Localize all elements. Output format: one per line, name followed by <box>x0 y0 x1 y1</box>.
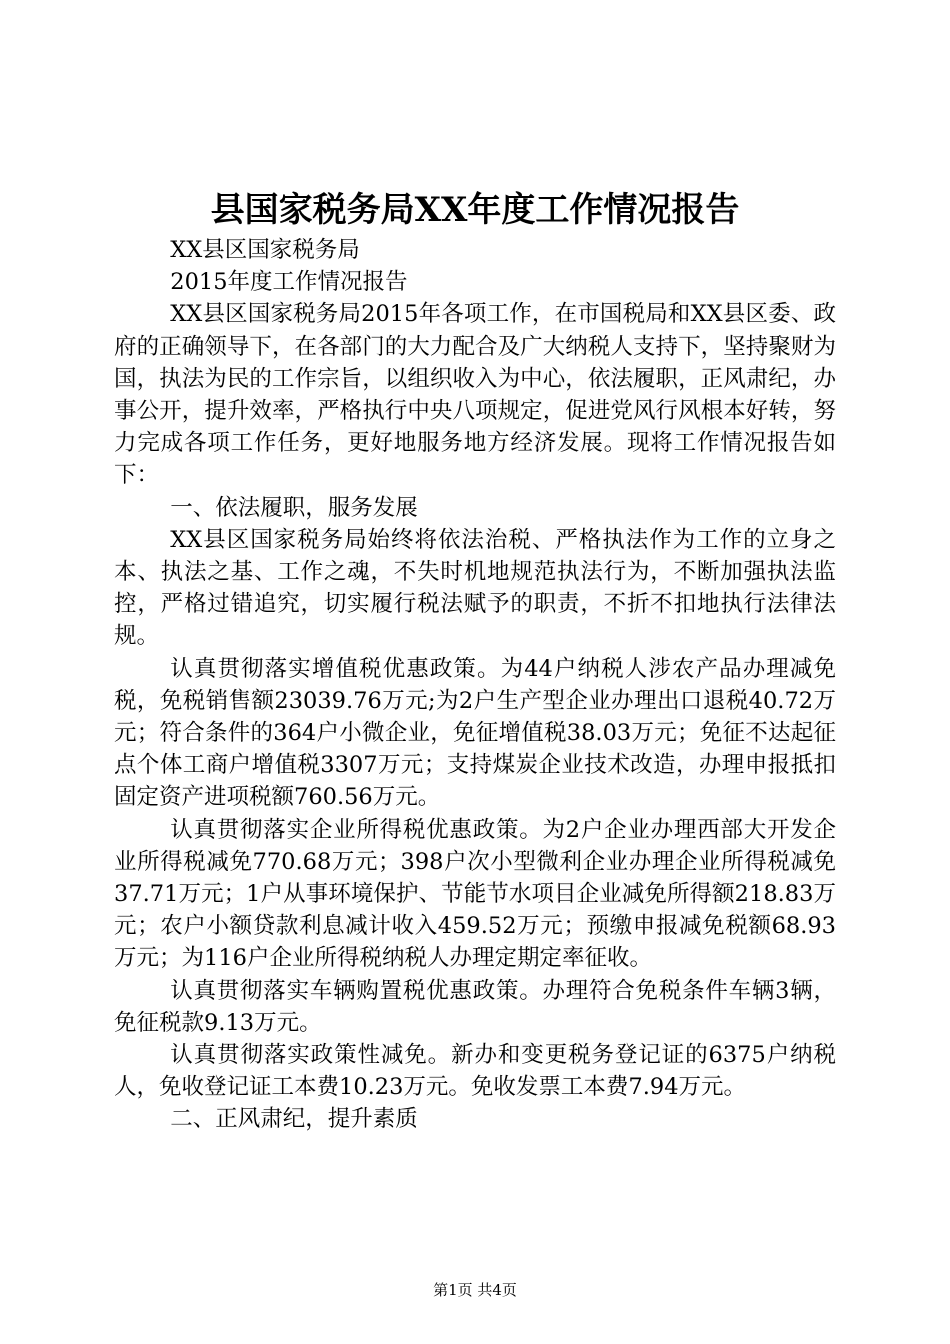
page-footer: 第1页 共4页 <box>433 1281 517 1299</box>
paragraph: XX县区国家税务局始终将依法治税、严格执法作为工作的立身之本、执法之基、工作之魂，不失时机地规范执法行为，不断加强执法监控，严格过错追究，切实履行税法赋予的职责，不折不扣地执行法律法规。 <box>114 526 836 650</box>
paragraph: 2015年度工作情况报告 <box>170 269 408 296</box>
paragraph: XX县区国家税务局 <box>170 237 360 263</box>
document-title: 县国家税务局XX年度工作情况报告 <box>210 190 740 230</box>
paragraph: 认真贯彻落实企业所得税优惠政策。为2户企业办理西部大开发企业所得税减免770.68万元；398户次小型微利企业办理企业所得税减免37.71万元；1户从事环境保护、节能节水项目企业减免所得额218.83万元；农户小额贷款利息减计收入459.52万元；预缴申报减免税额68.93万元；为116户企业所得税纳税人办理定期定率征收。 <box>114 816 836 972</box>
paragraph: XX县区国家税务局2015年各项工作，在市国税局和XX县区委、政府的正确领导下，在各部门的大力配合及广大纳税人支持下，坚持聚财为国，执法为民的工作宗旨，以组织收入为中心，依法履职，正风肃纪，办事公开，提升效率，严格执行中央八项规定，促进党风行风根本好转，努力完成各项工作任务，更好地服务地方经济发展。现将工作情况报告如下： <box>114 301 836 489</box>
paragraph: 认真贯彻落实政策性减免。新办和变更税务登记证的6375户纳税人，免收登记证工本费10.23万元。免收发票工本费7.94万元。 <box>114 1042 836 1101</box>
section-heading: 二、正风肃纪，提升素质 <box>170 1106 418 1133</box>
paragraph: 认真贯彻落实车辆购置税优惠政策。办理符合免税条件车辆3辆，免征税款9.13万元。 <box>114 977 836 1036</box>
paragraph: 认真贯彻落实增值税优惠政策。为44户纳税人涉农产品办理减免税，免税销售额23039.76万元;为2户生产型企业办理出口退税40.72万元；符合条件的364户小微企业，免征增值税38.03万元；免征不达起征点个体工商户增值税3307万元；支持煤炭企业技术改造，办理申报抵扣固定资产进项税额760.56万元。 <box>114 655 836 811</box>
document-body <box>114 234 836 1136</box>
section-heading: 一、依法履职，服务发展 <box>170 494 418 521</box>
